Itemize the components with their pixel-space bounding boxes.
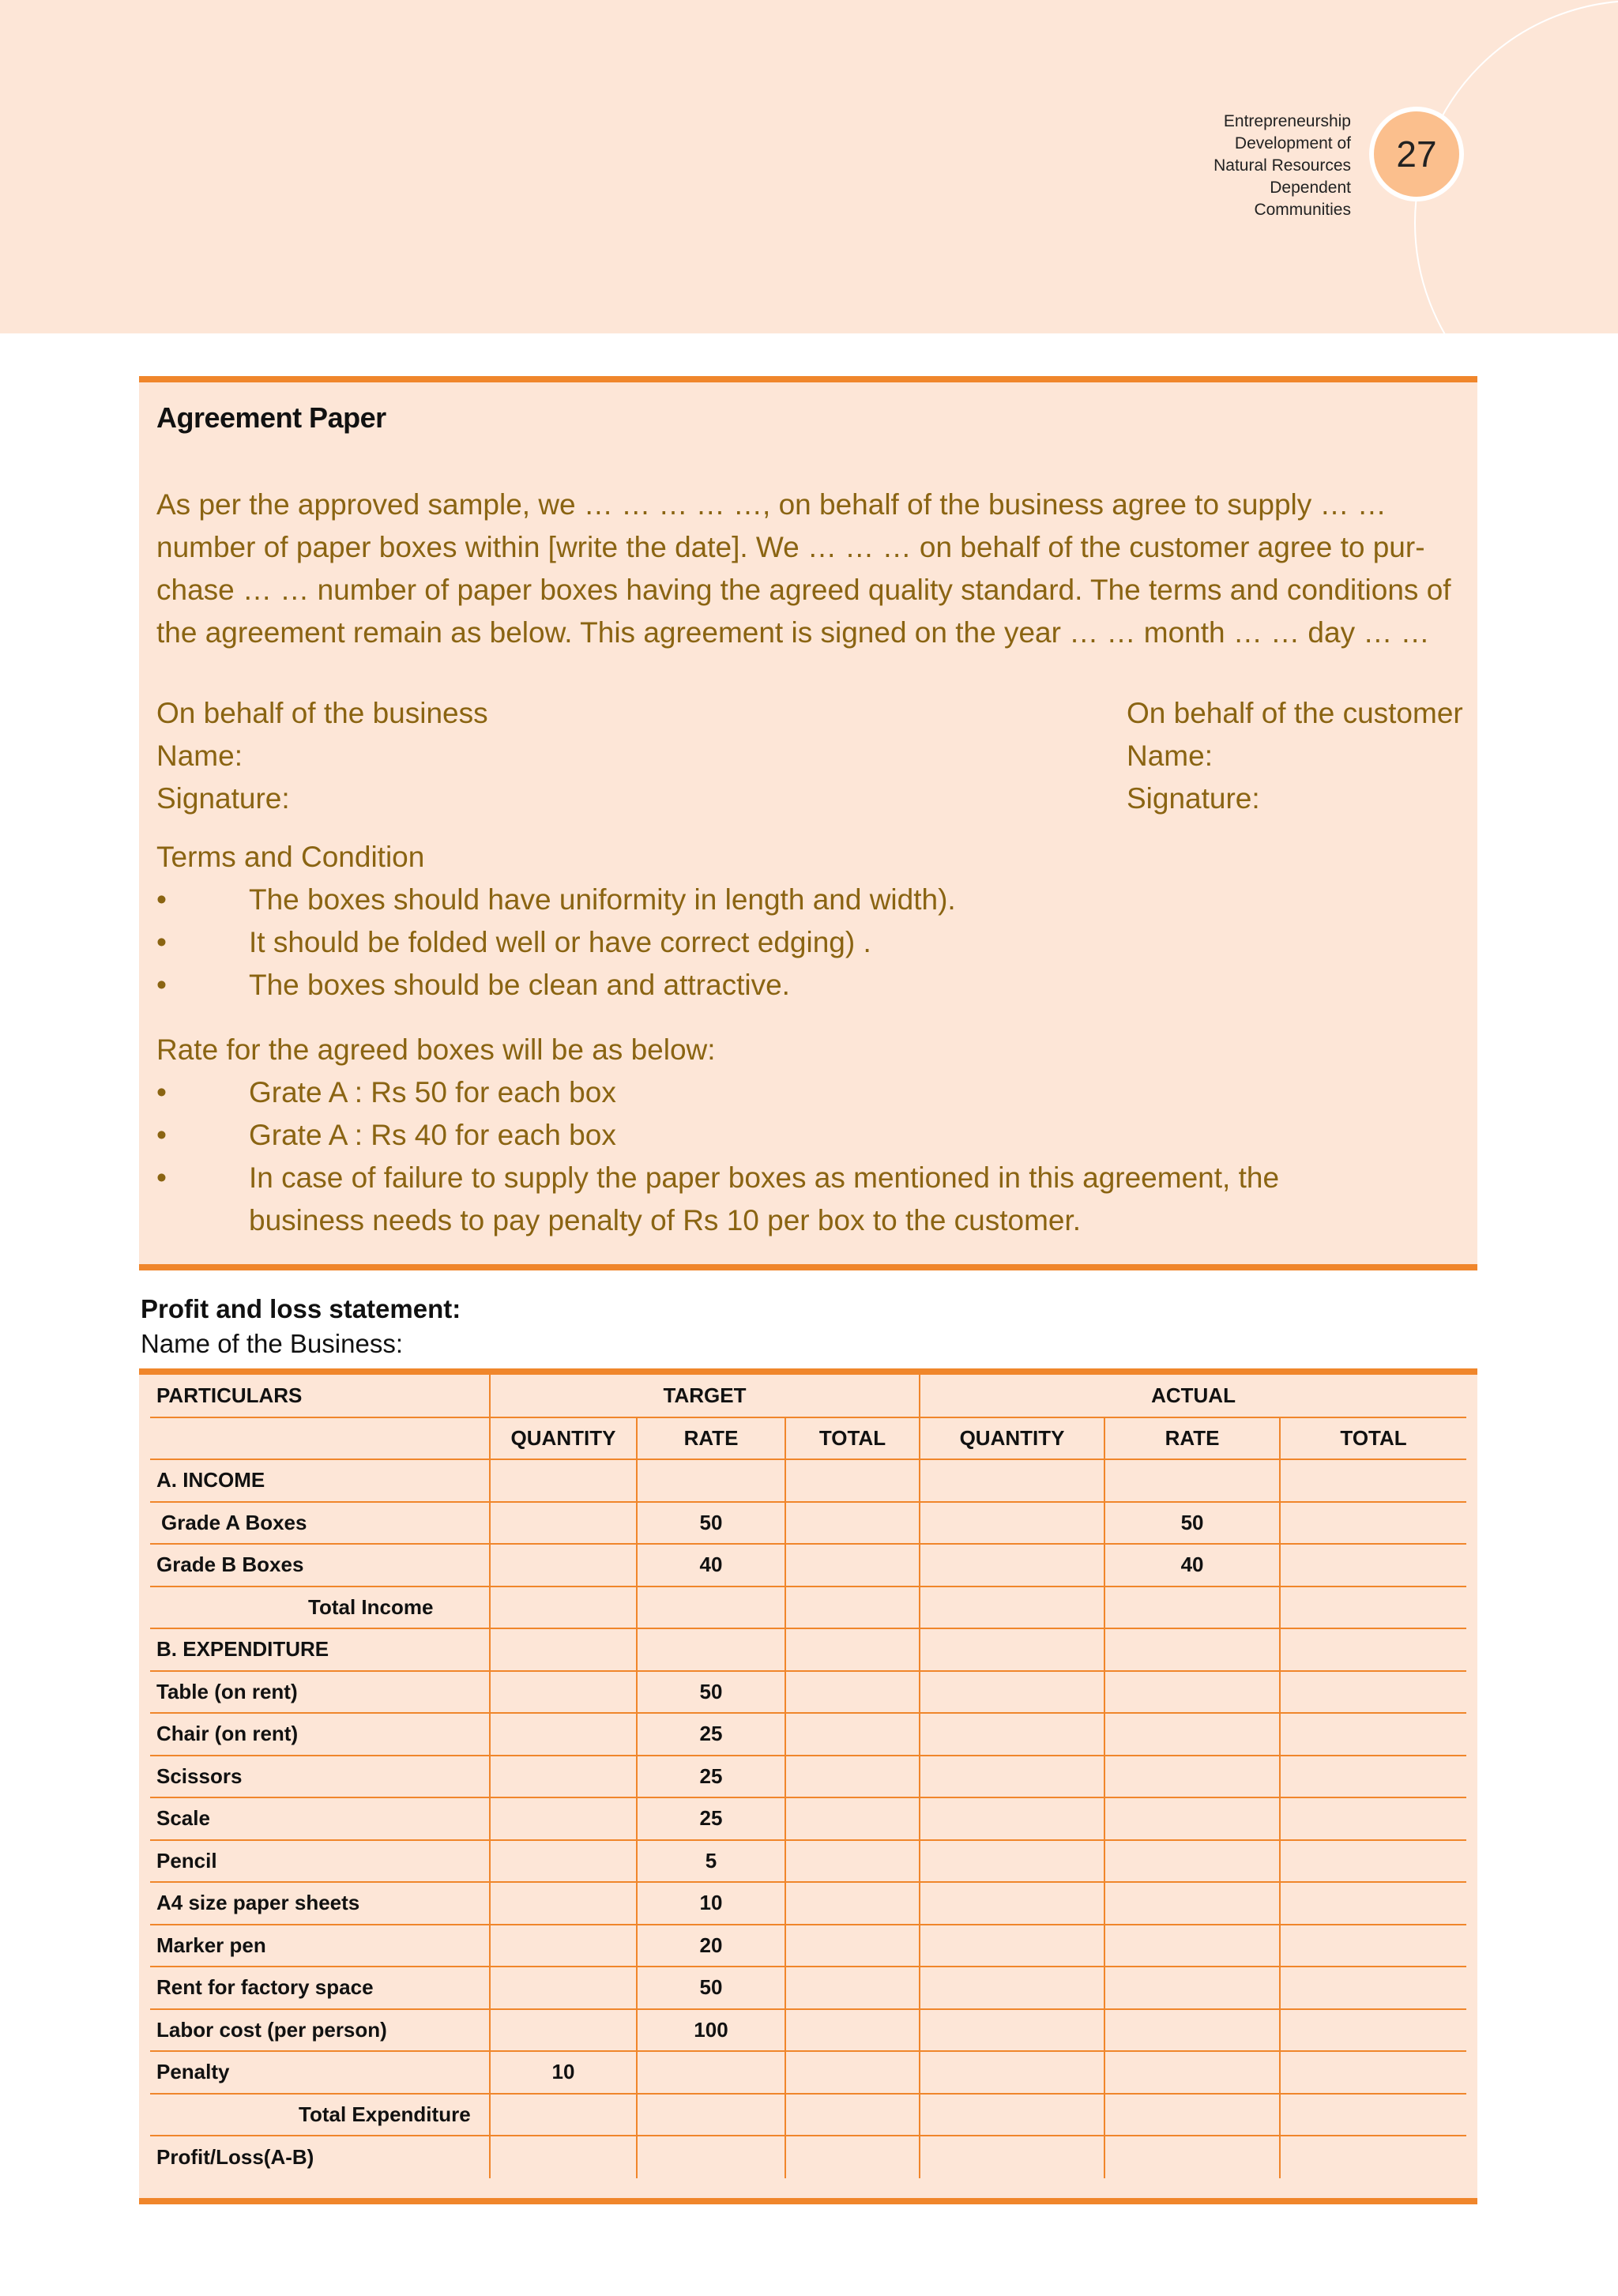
table-row xyxy=(150,1967,1466,2009)
target-total-cell xyxy=(785,2009,920,2052)
business-behalf-label: On behalf of the business xyxy=(156,697,488,729)
target-rate-cell xyxy=(637,2051,785,2094)
target-total-header: TOTAL xyxy=(785,1417,920,1460)
actual-header: ACTUAL xyxy=(920,1375,1466,1417)
target-quantity-cell xyxy=(490,1544,637,1586)
target-quantity-cell xyxy=(490,1586,637,1629)
target-rate-cell: 100 xyxy=(637,2009,785,2052)
actual-total-cell xyxy=(1280,1967,1466,2009)
row-label: Scissors xyxy=(150,1756,490,1798)
table-row xyxy=(150,2051,1466,2094)
row-label: A. INCOME xyxy=(150,1459,490,1502)
series-line: Development of xyxy=(1234,134,1351,152)
target-quantity-cell xyxy=(490,1840,637,1883)
actual-rate-cell xyxy=(1104,2051,1280,2094)
actual-rate-cell xyxy=(1104,1713,1280,1756)
target-quantity-header: QUANTITY xyxy=(490,1417,637,1460)
row-label: A4 size paper sheets xyxy=(150,1882,490,1925)
target-rate-cell: 40 xyxy=(637,1544,785,1586)
actual-total-cell xyxy=(1280,1797,1466,1840)
target-quantity-cell xyxy=(490,1967,637,2009)
row-label: Table (on rent) xyxy=(150,1671,490,1714)
target-total-cell xyxy=(785,1925,920,1967)
target-total-cell xyxy=(785,1967,920,2009)
target-rate-cell: 50 xyxy=(637,1502,785,1545)
customer-signature-label: Signature: xyxy=(1127,782,1260,815)
actual-quantity-cell xyxy=(920,1967,1104,2009)
target-total-cell xyxy=(785,2094,920,2136)
table-row xyxy=(150,1544,1466,1586)
target-rate-cell xyxy=(637,2136,785,2178)
rate-text: In case of failure to supply the paper boxes as mentioned in this agreement, the business needs to pay penalty of Rs 10 per box to the customer. xyxy=(249,1161,1280,1236)
rate-heading: Rate for the agreed boxes will be as below: xyxy=(156,1033,716,1066)
row-label: Marker pen xyxy=(150,1925,490,1967)
terms-section xyxy=(156,836,1460,1007)
target-rate-cell xyxy=(637,1459,785,1502)
table-row xyxy=(150,1713,1466,1756)
page-header xyxy=(0,0,1618,333)
actual-quantity-header: QUANTITY xyxy=(920,1417,1104,1460)
term-text: The boxes should have uniformity in length and width). xyxy=(249,883,956,916)
table-row xyxy=(150,1925,1466,1967)
bullet-icon: • xyxy=(156,1076,167,1108)
table-row xyxy=(150,1756,1466,1798)
target-total-cell xyxy=(785,2051,920,2094)
list-item xyxy=(156,1071,1460,1114)
actual-rate-cell xyxy=(1104,1797,1280,1840)
actual-quantity-cell xyxy=(920,1925,1104,1967)
target-rate-cell: 50 xyxy=(637,1671,785,1714)
target-total-cell xyxy=(785,1586,920,1629)
profit-loss-table-container xyxy=(139,1368,1477,2204)
business-signature-block xyxy=(156,692,488,820)
target-total-cell xyxy=(785,1544,920,1586)
series-line: Natural Resources xyxy=(1214,156,1351,175)
actual-rate-cell xyxy=(1104,1840,1280,1883)
row-label: Rent for factory space xyxy=(150,1967,490,2009)
table-row xyxy=(150,1586,1466,1629)
series-title xyxy=(1114,111,1351,221)
series-line: Entrepreneurship xyxy=(1223,112,1351,130)
term-text: The boxes should be clean and attractive. xyxy=(249,969,790,1001)
table-row xyxy=(150,2136,1466,2178)
target-total-cell xyxy=(785,1713,920,1756)
actual-total-cell xyxy=(1280,1586,1466,1629)
actual-total-cell xyxy=(1280,1713,1466,1756)
actual-quantity-cell xyxy=(920,1797,1104,1840)
row-label: Profit/Loss(A-B) xyxy=(150,2136,490,2178)
target-quantity-cell xyxy=(490,1502,637,1545)
list-item xyxy=(156,1114,1460,1157)
table-subheader-row xyxy=(150,1417,1466,1460)
target-quantity-cell xyxy=(490,2009,637,2052)
profit-loss-title: Profit and loss statement: xyxy=(141,1294,461,1323)
target-total-cell xyxy=(785,1840,920,1883)
actual-quantity-cell xyxy=(920,1671,1104,1714)
actual-quantity-cell xyxy=(920,1459,1104,1502)
target-quantity-cell xyxy=(490,1925,637,1967)
target-total-cell xyxy=(785,1756,920,1798)
actual-rate-cell: 50 xyxy=(1104,1502,1280,1545)
page-number: 27 xyxy=(1396,134,1437,175)
actual-quantity-cell xyxy=(920,2136,1104,2178)
actual-total-header: TOTAL xyxy=(1280,1417,1466,1460)
table-row xyxy=(150,1459,1466,1502)
target-rate-cell: 25 xyxy=(637,1797,785,1840)
table-row xyxy=(150,1840,1466,1883)
target-rate-cell: 20 xyxy=(637,1925,785,1967)
target-rate-cell: 25 xyxy=(637,1713,785,1756)
list-item xyxy=(156,879,1460,921)
actual-rate-cell xyxy=(1104,1586,1280,1629)
terms-list xyxy=(156,879,1460,1007)
series-line: Communities xyxy=(1254,201,1351,219)
actual-quantity-cell xyxy=(920,1882,1104,1925)
table-row xyxy=(150,2009,1466,2052)
empty-cell xyxy=(150,1417,490,1460)
agreement-box xyxy=(139,376,1477,1270)
bullet-icon: • xyxy=(156,969,167,1001)
rate-list xyxy=(156,1071,1460,1242)
actual-rate-cell xyxy=(1104,1925,1280,1967)
actual-rate-cell xyxy=(1104,1628,1280,1671)
business-name-label: Name: xyxy=(156,740,243,772)
row-label: Total Expenditure xyxy=(150,2094,490,2136)
term-text: It should be folded well or have correct edging) . xyxy=(249,926,871,958)
row-label: Grade A Boxes xyxy=(150,1502,490,1545)
row-label: B. EXPENDITURE xyxy=(150,1628,490,1671)
actual-quantity-cell xyxy=(920,2094,1104,2136)
actual-total-cell xyxy=(1280,1544,1466,1586)
actual-rate-cell: 40 xyxy=(1104,1544,1280,1586)
actual-total-cell xyxy=(1280,1925,1466,1967)
actual-quantity-cell xyxy=(920,1544,1104,1586)
list-item xyxy=(156,921,1460,964)
target-total-cell xyxy=(785,1502,920,1545)
agreement-title: Agreement Paper xyxy=(156,401,386,434)
target-quantity-cell xyxy=(490,2094,637,2136)
target-total-cell xyxy=(785,1628,920,1671)
table-row xyxy=(150,1671,1466,1714)
customer-behalf-label: On behalf of the customer xyxy=(1127,697,1463,729)
actual-rate-cell xyxy=(1104,1882,1280,1925)
table-row xyxy=(150,1628,1466,1671)
actual-quantity-cell xyxy=(920,2009,1104,2052)
target-quantity-cell xyxy=(490,1713,637,1756)
actual-total-cell xyxy=(1280,2136,1466,2178)
target-total-cell xyxy=(785,2136,920,2178)
actual-total-cell xyxy=(1280,1628,1466,1671)
target-rate-cell: 5 xyxy=(637,1840,785,1883)
actual-quantity-cell xyxy=(920,1756,1104,1798)
business-signature-label: Signature: xyxy=(156,782,290,815)
row-label: Chair (on rent) xyxy=(150,1713,490,1756)
target-rate-cell: 10 xyxy=(637,1882,785,1925)
target-rate-cell xyxy=(637,2094,785,2136)
bullet-icon: • xyxy=(156,1161,167,1194)
target-rate-cell: 25 xyxy=(637,1756,785,1798)
target-quantity-cell xyxy=(490,1671,637,1714)
actual-rate-cell xyxy=(1104,1756,1280,1798)
bullet-icon: • xyxy=(156,883,167,916)
row-label: Pencil xyxy=(150,1840,490,1883)
actual-quantity-cell xyxy=(920,1586,1104,1629)
particulars-header: PARTICULARS xyxy=(150,1375,490,1417)
target-total-cell xyxy=(785,1882,920,1925)
target-total-cell xyxy=(785,1671,920,1714)
rate-text: Grate A : Rs 50 for each box xyxy=(249,1076,616,1108)
row-label: Grade B Boxes xyxy=(150,1544,490,1586)
target-rate-header: RATE xyxy=(637,1417,785,1460)
target-quantity-cell: 10 xyxy=(490,2051,637,2094)
target-total-cell xyxy=(785,1459,920,1502)
table-row xyxy=(150,1502,1466,1545)
actual-total-cell xyxy=(1280,2094,1466,2136)
actual-total-cell xyxy=(1280,1840,1466,1883)
profit-loss-table xyxy=(150,1375,1466,2178)
rate-section xyxy=(156,1029,1460,1242)
target-rate-cell xyxy=(637,1628,785,1671)
row-label: Labor cost (per person) xyxy=(150,2009,490,2052)
business-name-field-label: Name of the Business: xyxy=(141,1329,403,1358)
target-quantity-cell xyxy=(490,1756,637,1798)
actual-total-cell xyxy=(1280,1671,1466,1714)
customer-name-label: Name: xyxy=(1127,740,1213,772)
table-row xyxy=(150,1882,1466,1925)
target-header: TARGET xyxy=(490,1375,920,1417)
target-quantity-cell xyxy=(490,1628,637,1671)
agreement-paragraph: As per the approved sample, we … … … … …, on behalf of the business agree to supply … … number of paper boxes within [write the date]. We … … … on behalf of the customer agree to pur-chase … … number of paper boxes having the agreed quality standard. The terms and conditions of the agreement remain as below. This agreement is signed on the year … … month … … day … … xyxy=(156,488,1451,649)
target-total-cell xyxy=(785,1797,920,1840)
target-rate-cell xyxy=(637,1586,785,1629)
actual-quantity-cell xyxy=(920,1713,1104,1756)
series-line: Dependent xyxy=(1270,179,1351,197)
actual-total-cell xyxy=(1280,1502,1466,1545)
target-rate-cell: 50 xyxy=(637,1967,785,2009)
actual-total-cell xyxy=(1280,2009,1466,2052)
row-label: Total Income xyxy=(150,1586,490,1629)
row-label: Scale xyxy=(150,1797,490,1840)
list-item xyxy=(156,1157,1460,1242)
actual-rate-cell xyxy=(1104,1671,1280,1714)
actual-rate-cell xyxy=(1104,2136,1280,2178)
actual-total-cell xyxy=(1280,2051,1466,2094)
customer-signature-block xyxy=(1127,692,1463,820)
actual-rate-cell xyxy=(1104,1967,1280,2009)
target-quantity-cell xyxy=(490,2136,637,2178)
actual-rate-header: RATE xyxy=(1104,1417,1280,1460)
terms-heading: Terms and Condition xyxy=(156,841,425,873)
rate-text: Grate A : Rs 40 for each box xyxy=(249,1119,616,1151)
actual-quantity-cell xyxy=(920,1502,1104,1545)
actual-quantity-cell xyxy=(920,1840,1104,1883)
actual-quantity-cell xyxy=(920,2051,1104,2094)
bullet-icon: • xyxy=(156,926,167,958)
actual-rate-cell xyxy=(1104,1459,1280,1502)
target-quantity-cell xyxy=(490,1459,637,1502)
target-quantity-cell xyxy=(490,1882,637,1925)
actual-total-cell xyxy=(1280,1756,1466,1798)
actual-total-cell xyxy=(1280,1459,1466,1502)
bullet-icon: • xyxy=(156,1119,167,1151)
table-row xyxy=(150,2094,1466,2136)
list-item xyxy=(156,964,1460,1007)
actual-quantity-cell xyxy=(920,1628,1104,1671)
target-quantity-cell xyxy=(490,1797,637,1840)
page-number-badge xyxy=(1369,107,1464,201)
actual-rate-cell xyxy=(1104,2094,1280,2136)
row-label: Penalty xyxy=(150,2051,490,2094)
table-row xyxy=(150,1797,1466,1840)
table-header-row xyxy=(150,1375,1466,1417)
actual-total-cell xyxy=(1280,1882,1466,1925)
actual-rate-cell xyxy=(1104,2009,1280,2052)
